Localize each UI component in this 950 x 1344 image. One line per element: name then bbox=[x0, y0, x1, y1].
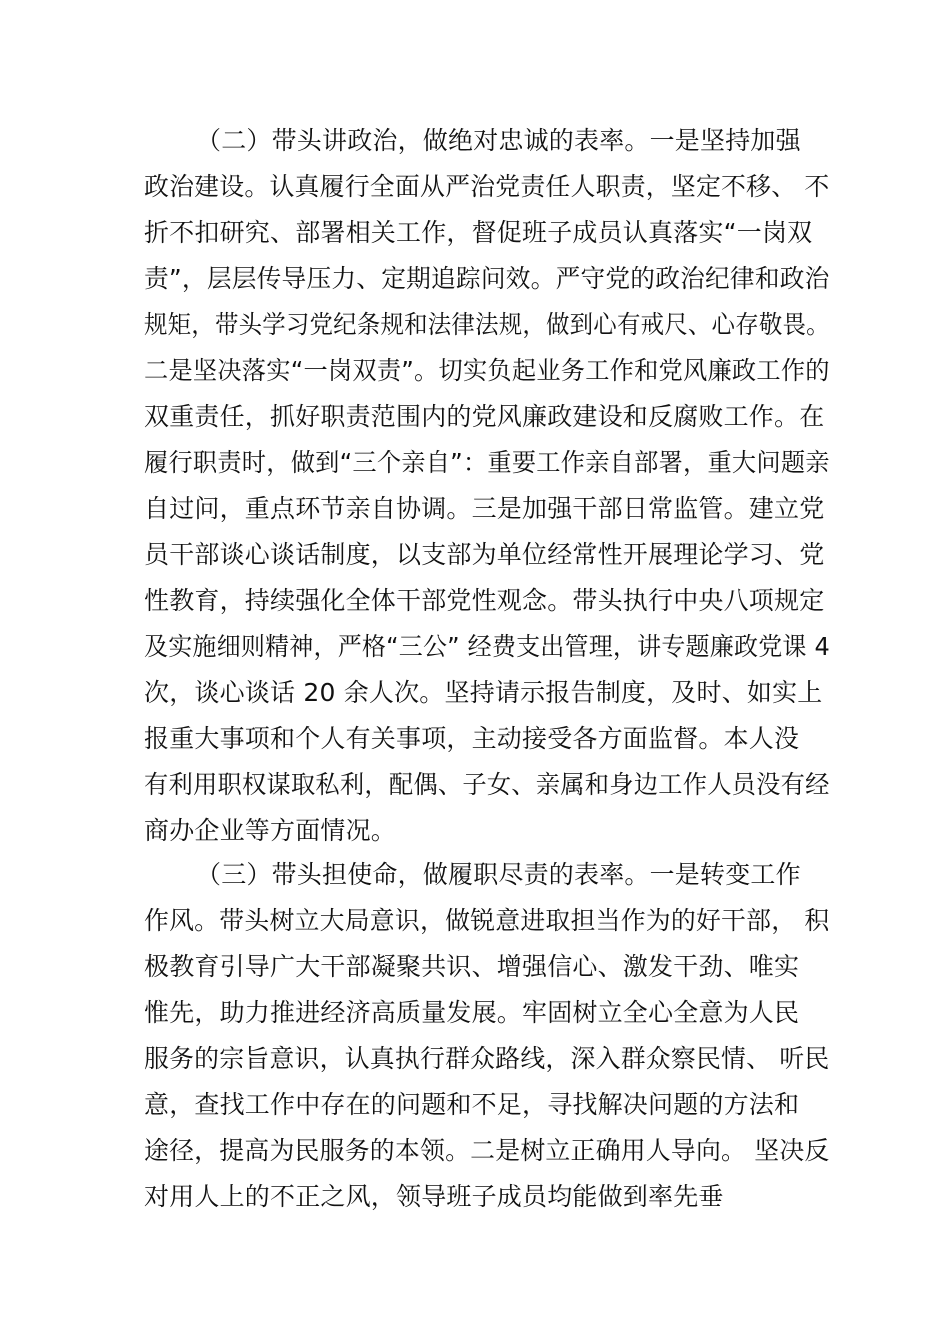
text-line: 性教育，持续强化全体干部党性观念。带头执行中央八项规定 bbox=[144, 586, 825, 615]
text-line: 途径，提高为民服务的本领。二是树立正确用人导向。 坚决反 bbox=[144, 1136, 830, 1165]
text-line: 二是坚决落实“一岗双责”。切实负起业务工作和党风廉政工作的 bbox=[144, 356, 830, 385]
text-line: 报重大事项和个人有关事项，主动接受各方面监督。本人没 bbox=[144, 724, 800, 753]
text-line: 次，谈心谈话 20 余人次。坚持请示报告制度，及时、如实上 bbox=[144, 678, 823, 707]
text-line: 政治建设。认真履行全面从严治党责任人职责，坚定不移、 不 bbox=[144, 172, 830, 201]
text-line: 有利用职权谋取私利，配偶、子女、亲属和身边工作人员没有经 bbox=[144, 770, 830, 799]
text-line: 服务的宗旨意识，认真执行群众路线，深入群众察民情、 听民 bbox=[144, 1044, 830, 1073]
text-line: 作风。带头树立大局意识，做锐意进取担当作为的好干部， 积 bbox=[144, 906, 830, 935]
text-line: 极教育引导广大干部凝聚共识、增强信心、激发干劲、唯实 bbox=[144, 952, 800, 981]
text-line: （三）带头担使命，做履职尽责的表率。一是转变工作 bbox=[196, 860, 801, 889]
text-line: 自过问，重点环节亲自协调。三是加强干部日常监管。建立党 bbox=[144, 494, 825, 523]
text-line: 对用人上的不正之风，领导班子成员均能做到率先垂 bbox=[144, 1182, 724, 1211]
text-line: 意，查找工作中存在的问题和不足，寻找解决问题的方法和 bbox=[144, 1090, 800, 1119]
text-line: 商办企业等方面情况。 bbox=[144, 816, 397, 845]
text-line: 规矩，带头学习党纪条规和法律法规，做到心有戒尺、心存敬畏。 bbox=[144, 310, 830, 339]
text-line: 及实施细则精神，严格“三公” 经费支出管理，讲专题廉政党课 4 bbox=[144, 632, 830, 661]
text-line: 双重责任，抓好职责范围内的党风廉政建设和反腐败工作。在 bbox=[144, 402, 825, 431]
text-line: （二）带头讲政治，做绝对忠诚的表率。一是坚持加强 bbox=[196, 126, 801, 155]
text-line: 惟先，助力推进经济高质量发展。牢固树立全心全意为人民 bbox=[144, 998, 800, 1027]
text-line: 折不扣研究、部署相关工作，督促班子成员认真落实“一岗双 bbox=[144, 218, 813, 247]
text-line: 履行职责时，做到“三个亲自”：重要工作亲自部署，重大问题亲 bbox=[144, 448, 830, 477]
text-line: 责”，层层传导压力、定期追踪问效。严守党的政治纪律和政治 bbox=[144, 264, 830, 293]
text-line: 员干部谈心谈话制度，以支部为单位经常性开展理论学习、党 bbox=[144, 540, 825, 569]
